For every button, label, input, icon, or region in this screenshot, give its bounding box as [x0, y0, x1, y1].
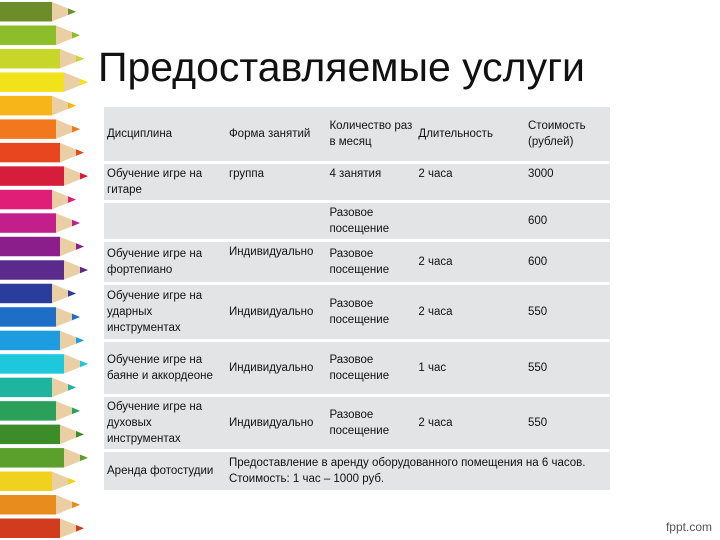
pencil-shape [0, 119, 80, 138]
table-row [104, 397, 610, 449]
cell-price: 550 [525, 397, 610, 449]
pencil-shape [0, 49, 84, 68]
header-price: Стоимость (рублей) [525, 107, 610, 161]
slide-title: Предоставляемые услуги [98, 44, 585, 90]
pencil-shape [0, 96, 76, 115]
cell-form: Индивидуально [226, 242, 327, 282]
cell-discipline: Аренда фотостудии [104, 452, 226, 490]
colored-pencils-decoration [0, 0, 100, 540]
table-header-row [104, 107, 610, 161]
pencil-shape [0, 448, 88, 467]
cell-form: Индивидуально [226, 342, 327, 394]
pencil-shape [0, 166, 88, 185]
cell-price: 550 [525, 285, 610, 339]
cell-discipline: Обучение игре на духовых инструментах [104, 397, 226, 449]
header-discipline: Дисциплина [104, 107, 226, 161]
pencil-shape [0, 401, 80, 420]
pencil-shape [0, 25, 80, 44]
pencil-shape [0, 2, 76, 21]
pencil-shape [0, 519, 84, 538]
cell-form: Индивидуально [226, 397, 327, 449]
table-row [104, 242, 610, 282]
table-row [104, 285, 610, 339]
cell-price: 550 [525, 342, 610, 394]
cell-count: Разовое посещение [326, 342, 415, 394]
header-duration: Длительность [415, 107, 525, 161]
watermark: fppt.com [665, 520, 712, 534]
pencil-shape [0, 284, 76, 303]
cell-duration: 1 час [415, 342, 525, 394]
cell-duration: 2 часа [415, 397, 525, 449]
pencil-shape [0, 425, 84, 444]
cell-count: Разовое посещение [326, 242, 415, 282]
pencil-shape [0, 260, 88, 279]
cell-duration: 2 часа [415, 285, 525, 339]
table-row [104, 203, 610, 239]
cell-duration: 2 часа [415, 164, 525, 200]
pencil-shape [0, 354, 88, 373]
cell-rental-description: Предоставление в аренду оборудованного помещения на 6 часов. Стоимость: 1 час – 1000 руб. [226, 452, 610, 490]
pencil-shape [0, 331, 84, 350]
table-row [104, 452, 610, 490]
header-count: Количество раз в месяц [326, 107, 415, 161]
cell-form: Индивидуально [226, 285, 327, 339]
pencil-shape [0, 213, 80, 232]
cell-form [226, 203, 327, 239]
pencil-shape [0, 378, 76, 397]
pencil-shape [0, 472, 76, 491]
cell-discipline [104, 203, 226, 239]
cell-count: 4 занятия [326, 164, 415, 200]
cell-duration [415, 203, 525, 239]
table-row [104, 164, 610, 200]
cell-discipline: Обучение игре на гитаре [104, 164, 226, 200]
cell-discipline: Обучение игре на баяне и аккордеоне [104, 342, 226, 394]
pencil-shape [0, 237, 84, 256]
cell-discipline: Обучение игре на фортепиано [104, 242, 226, 282]
services-table [104, 104, 610, 493]
pencil-shape [0, 190, 76, 209]
cell-price: 600 [525, 203, 610, 239]
table-row [104, 342, 610, 394]
cell-duration: 2 часа [415, 242, 525, 282]
cell-price: 600 [525, 242, 610, 282]
cell-count: Разовое посещение [326, 397, 415, 449]
pencil-shape [0, 495, 80, 514]
cell-form: группа [226, 164, 327, 200]
pencil-shape [0, 143, 84, 162]
cell-count: Разовое посещение [326, 285, 415, 339]
cell-price: 3000 [525, 164, 610, 200]
cell-discipline: Обучение игре на ударных инструментах [104, 285, 226, 339]
pencil-shape [0, 307, 80, 326]
pencil-shape [0, 72, 88, 91]
cell-count: Разовое посещение [326, 203, 415, 239]
header-form: Форма занятий [226, 107, 327, 161]
